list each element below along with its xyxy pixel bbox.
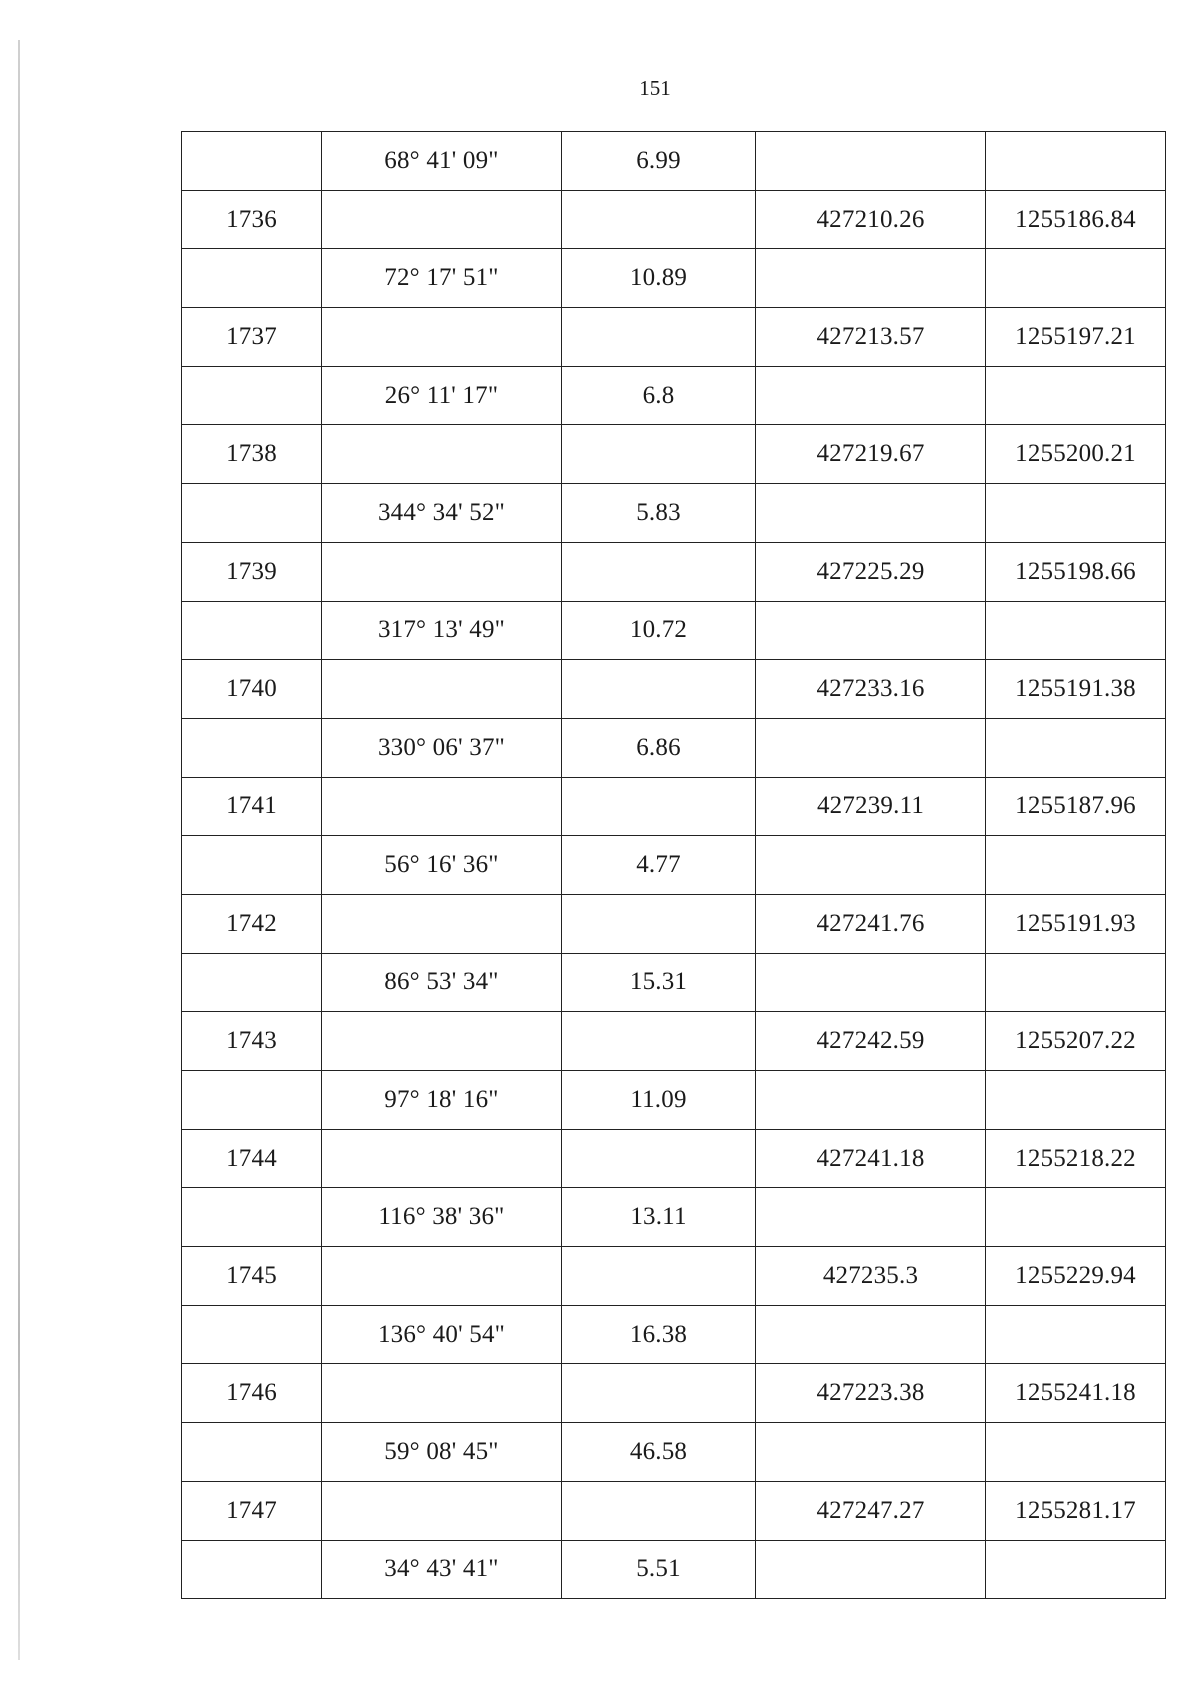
survey-table-body bbox=[182, 132, 1166, 1599]
table-row bbox=[182, 718, 1166, 777]
table-row bbox=[182, 777, 1166, 836]
easting-cell: 1255197.21 bbox=[986, 308, 1166, 367]
northing-cell bbox=[756, 601, 986, 660]
table-row bbox=[182, 132, 1166, 191]
northing-cell bbox=[756, 1423, 986, 1482]
bearing-cell bbox=[322, 1481, 562, 1540]
table-row bbox=[182, 660, 1166, 719]
distance-cell bbox=[562, 190, 756, 249]
point-cell bbox=[182, 249, 322, 308]
northing-cell bbox=[756, 1540, 986, 1599]
point-cell: 1741 bbox=[182, 777, 322, 836]
northing-cell bbox=[756, 249, 986, 308]
easting-cell: 1255198.66 bbox=[986, 542, 1166, 601]
table-row bbox=[182, 1305, 1166, 1364]
bearing-cell: 26° 11' 17" bbox=[322, 366, 562, 425]
bearing-cell bbox=[322, 190, 562, 249]
distance-cell: 10.72 bbox=[562, 601, 756, 660]
easting-cell bbox=[986, 1188, 1166, 1247]
point-cell: 1745 bbox=[182, 1247, 322, 1306]
point-cell: 1742 bbox=[182, 894, 322, 953]
table-row bbox=[182, 1481, 1166, 1540]
easting-cell: 1255187.96 bbox=[986, 777, 1166, 836]
northing-cell bbox=[756, 953, 986, 1012]
point-cell: 1737 bbox=[182, 308, 322, 367]
point-cell: 1744 bbox=[182, 1129, 322, 1188]
northing-cell: 427210.26 bbox=[756, 190, 986, 249]
table-row bbox=[182, 1247, 1166, 1306]
bearing-cell bbox=[322, 542, 562, 601]
northing-cell: 427223.38 bbox=[756, 1364, 986, 1423]
distance-cell: 15.31 bbox=[562, 953, 756, 1012]
bearing-cell: 116° 38' 36" bbox=[322, 1188, 562, 1247]
easting-cell bbox=[986, 1071, 1166, 1130]
point-cell: 1746 bbox=[182, 1364, 322, 1423]
distance-cell bbox=[562, 1481, 756, 1540]
northing-cell bbox=[756, 718, 986, 777]
bearing-cell: 86° 53' 34" bbox=[322, 953, 562, 1012]
bearing-cell bbox=[322, 1012, 562, 1071]
easting-cell bbox=[986, 836, 1166, 895]
easting-cell bbox=[986, 1305, 1166, 1364]
table-row bbox=[182, 1423, 1166, 1482]
table-row bbox=[182, 484, 1166, 543]
easting-cell: 1255186.84 bbox=[986, 190, 1166, 249]
bearing-cell: 72° 17' 51" bbox=[322, 249, 562, 308]
northing-cell bbox=[756, 1305, 986, 1364]
table-row bbox=[182, 1364, 1166, 1423]
northing-cell: 427233.16 bbox=[756, 660, 986, 719]
northing-cell bbox=[756, 1188, 986, 1247]
bearing-cell: 56° 16' 36" bbox=[322, 836, 562, 895]
table-row bbox=[182, 1540, 1166, 1599]
distance-cell: 13.11 bbox=[562, 1188, 756, 1247]
table-row bbox=[182, 366, 1166, 425]
point-cell bbox=[182, 1188, 322, 1247]
northing-cell: 427239.11 bbox=[756, 777, 986, 836]
distance-cell bbox=[562, 1247, 756, 1306]
point-cell bbox=[182, 1305, 322, 1364]
bearing-cell bbox=[322, 308, 562, 367]
easting-cell: 1255218.22 bbox=[986, 1129, 1166, 1188]
northing-cell: 427225.29 bbox=[756, 542, 986, 601]
bearing-cell bbox=[322, 1129, 562, 1188]
table-row bbox=[182, 1188, 1166, 1247]
northing-cell: 427213.57 bbox=[756, 308, 986, 367]
table-row bbox=[182, 1071, 1166, 1130]
point-cell bbox=[182, 484, 322, 543]
northing-cell bbox=[756, 366, 986, 425]
point-cell bbox=[182, 836, 322, 895]
bearing-cell: 344° 34' 52" bbox=[322, 484, 562, 543]
bearing-cell: 68° 41' 09" bbox=[322, 132, 562, 191]
distance-cell bbox=[562, 1364, 756, 1423]
easting-cell: 1255200.21 bbox=[986, 425, 1166, 484]
bearing-cell: 34° 43' 41" bbox=[322, 1540, 562, 1599]
distance-cell: 6.99 bbox=[562, 132, 756, 191]
table-row bbox=[182, 249, 1166, 308]
northing-cell: 427242.59 bbox=[756, 1012, 986, 1071]
distance-cell: 10.89 bbox=[562, 249, 756, 308]
distance-cell bbox=[562, 894, 756, 953]
point-cell bbox=[182, 1071, 322, 1130]
easting-cell bbox=[986, 484, 1166, 543]
page-number: 151 bbox=[639, 76, 671, 100]
survey-table bbox=[181, 131, 1166, 1599]
table-row bbox=[182, 601, 1166, 660]
table-row bbox=[182, 953, 1166, 1012]
easting-cell bbox=[986, 366, 1166, 425]
table-row bbox=[182, 190, 1166, 249]
table-row bbox=[182, 542, 1166, 601]
bearing-cell bbox=[322, 660, 562, 719]
bearing-cell: 317° 13' 49" bbox=[322, 601, 562, 660]
point-cell bbox=[182, 1423, 322, 1482]
distance-cell: 11.09 bbox=[562, 1071, 756, 1130]
easting-cell bbox=[986, 1423, 1166, 1482]
point-cell: 1747 bbox=[182, 1481, 322, 1540]
distance-cell: 46.58 bbox=[562, 1423, 756, 1482]
distance-cell bbox=[562, 777, 756, 836]
point-cell bbox=[182, 718, 322, 777]
easting-cell bbox=[986, 249, 1166, 308]
point-cell bbox=[182, 366, 322, 425]
distance-cell: 5.83 bbox=[562, 484, 756, 543]
distance-cell bbox=[562, 1012, 756, 1071]
distance-cell: 5.51 bbox=[562, 1540, 756, 1599]
easting-cell: 1255207.22 bbox=[986, 1012, 1166, 1071]
bearing-cell bbox=[322, 894, 562, 953]
point-cell: 1736 bbox=[182, 190, 322, 249]
bearing-cell: 97° 18' 16" bbox=[322, 1071, 562, 1130]
easting-cell bbox=[986, 1540, 1166, 1599]
easting-cell: 1255229.94 bbox=[986, 1247, 1166, 1306]
point-cell bbox=[182, 132, 322, 191]
distance-cell bbox=[562, 542, 756, 601]
table-row bbox=[182, 425, 1166, 484]
point-cell: 1740 bbox=[182, 660, 322, 719]
bearing-cell bbox=[322, 777, 562, 836]
easting-cell: 1255191.93 bbox=[986, 894, 1166, 953]
bearing-cell bbox=[322, 425, 562, 484]
table-row bbox=[182, 836, 1166, 895]
bearing-cell: 136° 40' 54" bbox=[322, 1305, 562, 1364]
table-row bbox=[182, 1129, 1166, 1188]
distance-cell: 4.77 bbox=[562, 836, 756, 895]
scan-edge-shadow bbox=[18, 40, 20, 1660]
northing-cell: 427241.18 bbox=[756, 1129, 986, 1188]
easting-cell bbox=[986, 953, 1166, 1012]
easting-cell: 1255241.18 bbox=[986, 1364, 1166, 1423]
easting-cell bbox=[986, 718, 1166, 777]
table-row bbox=[182, 894, 1166, 953]
easting-cell bbox=[986, 601, 1166, 660]
easting-cell: 1255281.17 bbox=[986, 1481, 1166, 1540]
northing-cell bbox=[756, 1071, 986, 1130]
northing-cell: 427219.67 bbox=[756, 425, 986, 484]
point-cell bbox=[182, 953, 322, 1012]
distance-cell: 16.38 bbox=[562, 1305, 756, 1364]
northing-cell: 427241.76 bbox=[756, 894, 986, 953]
table-row bbox=[182, 1012, 1166, 1071]
bearing-cell: 59° 08' 45" bbox=[322, 1423, 562, 1482]
easting-cell: 1255191.38 bbox=[986, 660, 1166, 719]
table-row bbox=[182, 308, 1166, 367]
point-cell: 1743 bbox=[182, 1012, 322, 1071]
distance-cell bbox=[562, 1129, 756, 1188]
point-cell bbox=[182, 601, 322, 660]
northing-cell: 427235.3 bbox=[756, 1247, 986, 1306]
point-cell: 1739 bbox=[182, 542, 322, 601]
distance-cell: 6.86 bbox=[562, 718, 756, 777]
point-cell: 1738 bbox=[182, 425, 322, 484]
northing-cell bbox=[756, 836, 986, 895]
distance-cell bbox=[562, 660, 756, 719]
easting-cell bbox=[986, 132, 1166, 191]
distance-cell bbox=[562, 308, 756, 367]
northing-cell bbox=[756, 132, 986, 191]
northing-cell bbox=[756, 484, 986, 543]
bearing-cell bbox=[322, 1247, 562, 1306]
distance-cell: 6.8 bbox=[562, 366, 756, 425]
bearing-cell: 330° 06' 37" bbox=[322, 718, 562, 777]
point-cell bbox=[182, 1540, 322, 1599]
distance-cell bbox=[562, 425, 756, 484]
northing-cell: 427247.27 bbox=[756, 1481, 986, 1540]
bearing-cell bbox=[322, 1364, 562, 1423]
